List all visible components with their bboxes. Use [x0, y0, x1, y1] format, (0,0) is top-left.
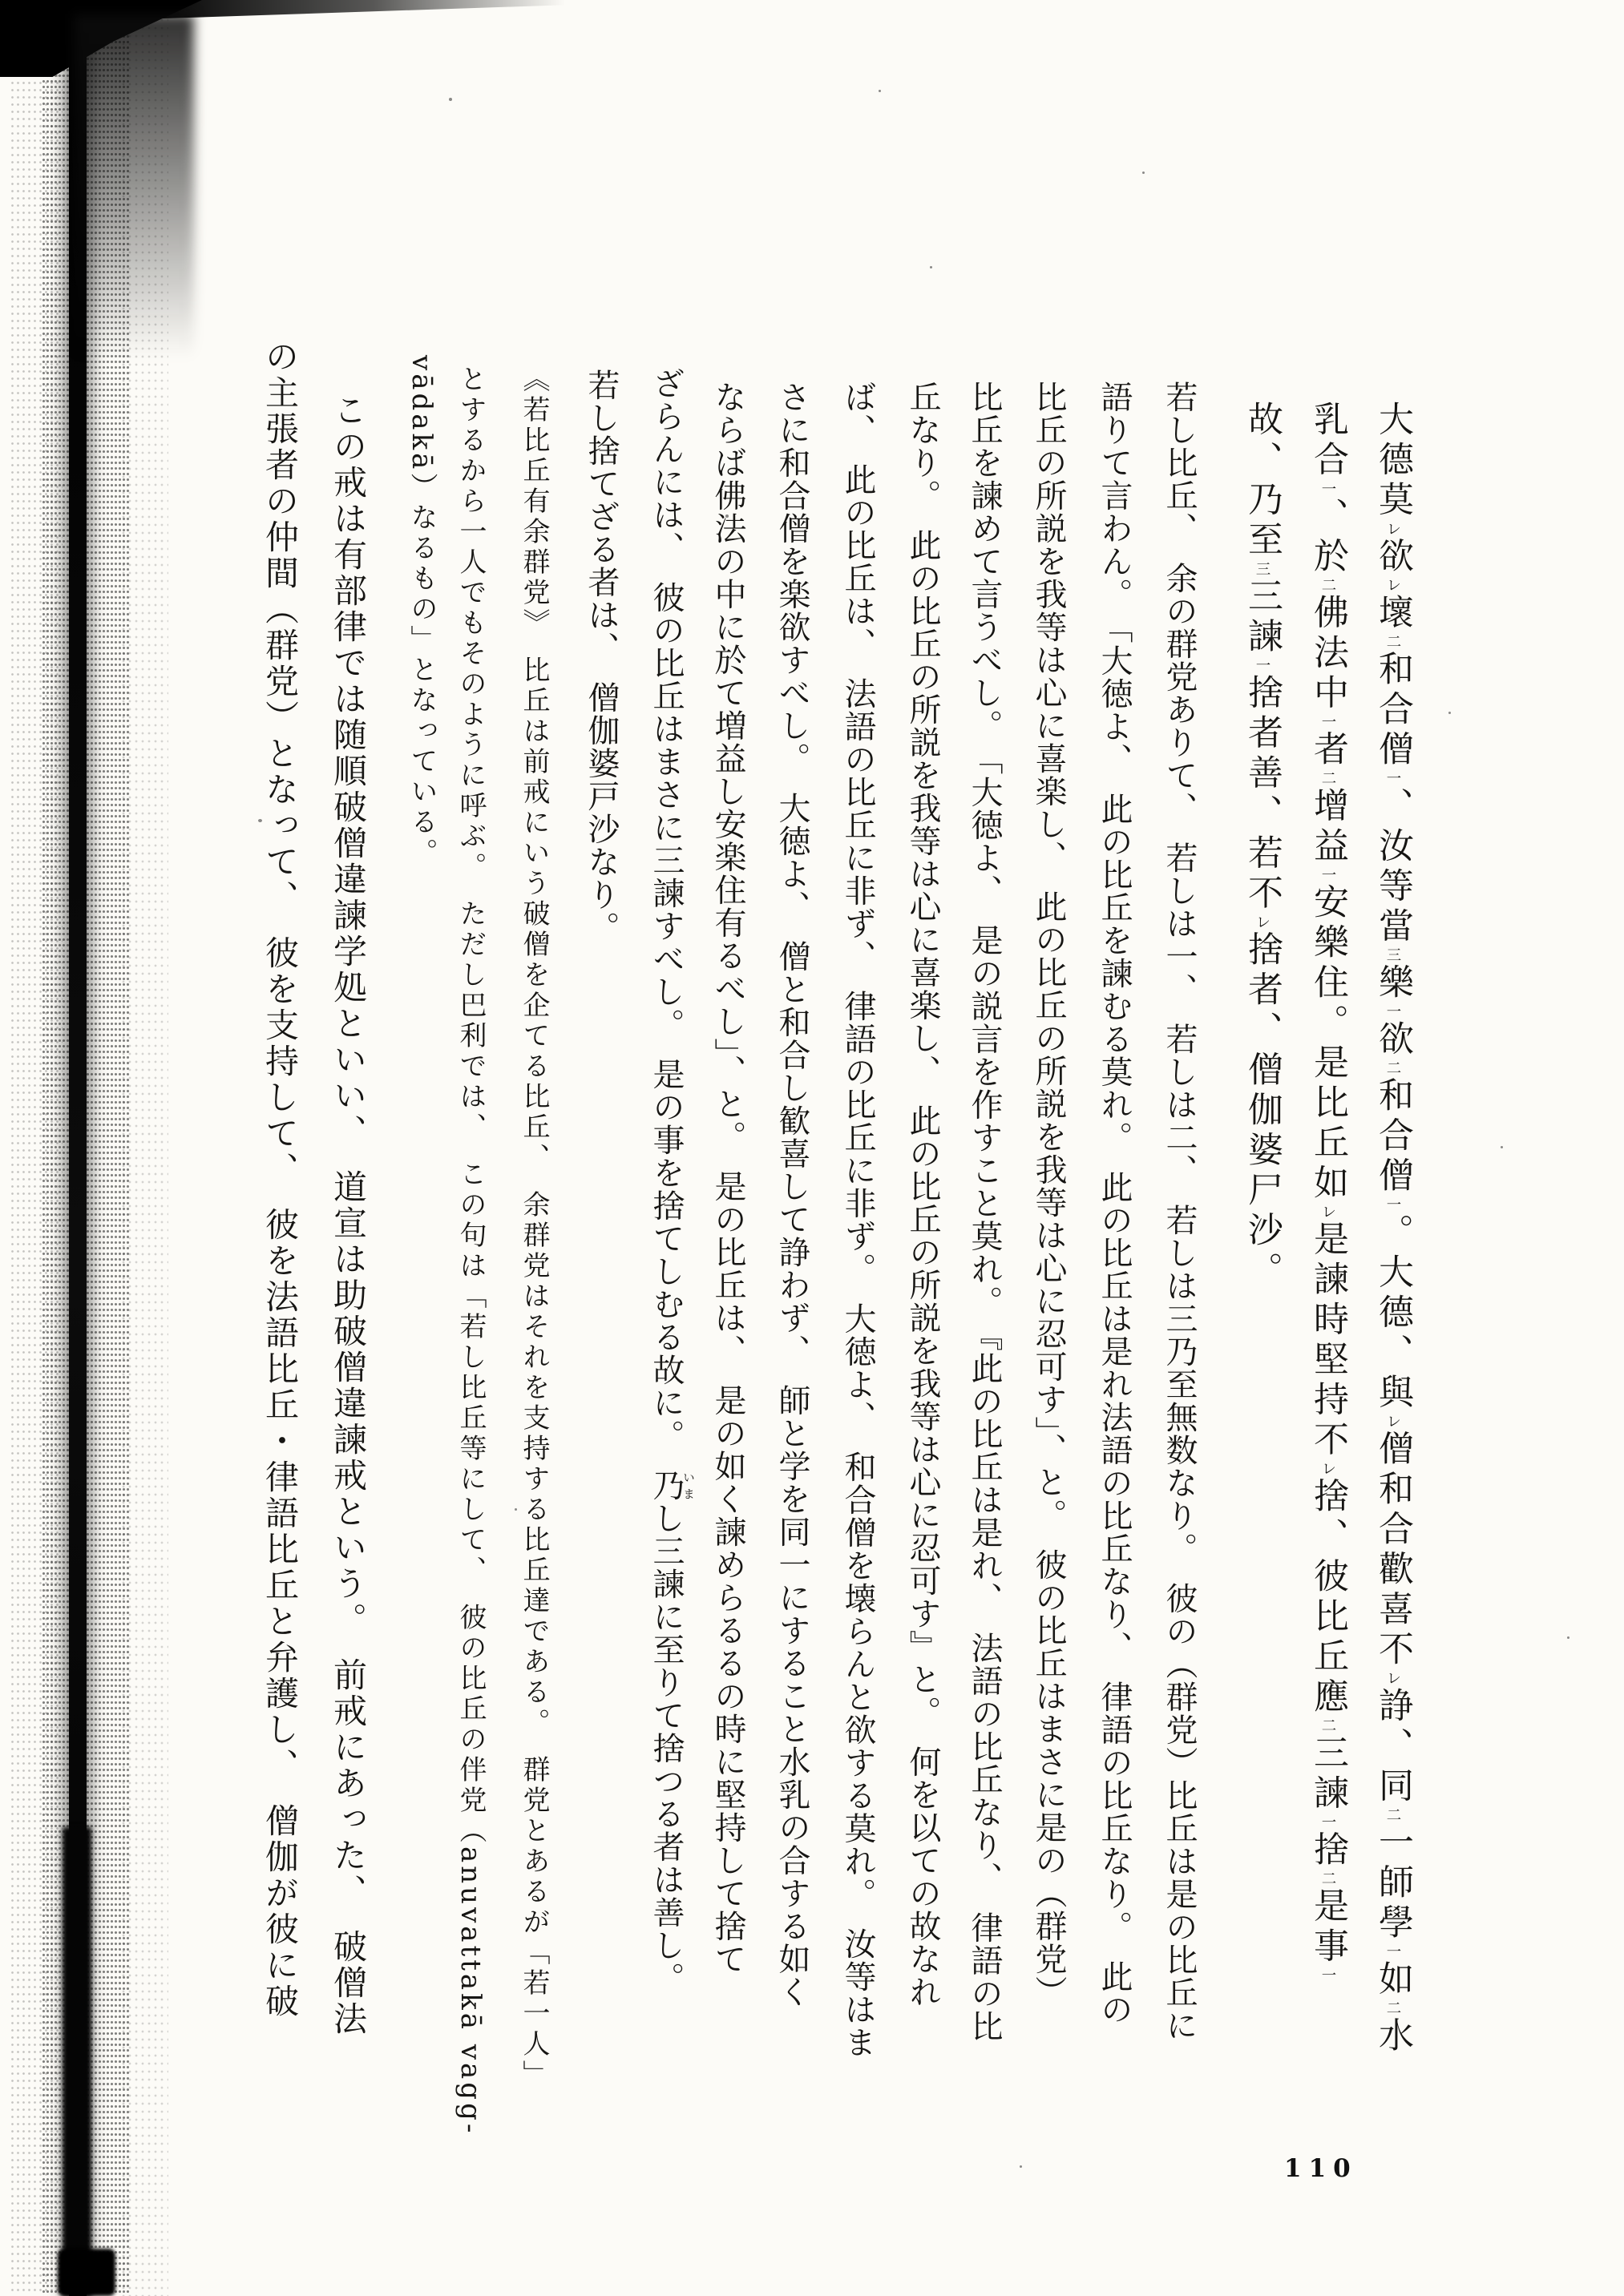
kaeriten-mark: 三 [1254, 561, 1271, 578]
kaeriten-mark: 二 [1384, 1059, 1401, 1077]
book-gutter-shadow [63, 1827, 91, 2296]
kanbun-column-3: 故、乃至三三諫一捨者善、若不レ捨者、僧伽婆尸沙。 [1242, 401, 1283, 1292]
ink-speck [1501, 1146, 1503, 1148]
kaeriten-mark: 一 [1384, 770, 1401, 787]
kaeriten-mark: 一 [1319, 866, 1336, 884]
kaeriten-mark: レ [1384, 1670, 1401, 1687]
ink-speck [449, 98, 452, 101]
commentary-column-1: この戒は有部律では随順破僧違諫学処といい、 道宣は助破僧違諫戒という。 前戒にあった、 破僧法 [329, 393, 368, 2037]
kanbun-column-2: 乳合一、於二佛法中一者二增益一安樂住。是比丘如レ是諫時堅持不レ捨、彼比丘應二三諫一捨二是事一 [1307, 401, 1348, 1984]
kaeriten-mark: レ [1319, 1460, 1336, 1478]
kaeriten-mark: 二 [1384, 1806, 1401, 1824]
kaeriten-mark: レ [1319, 1204, 1336, 1221]
translation-column-2: 語りて言わん。 「大徳よ、 此の比丘を諫むる莫れ。 此の比丘は是れ法語の比丘なり、 律語の比丘なり。 此の [1096, 381, 1133, 2026]
kanbun-column-1: 大德莫レ欲レ壞二和合僧一、汝等當三樂一欲二和合僧一。大德、與レ僧和合歡喜不レ諍、同二一師學一如二水 [1372, 401, 1413, 2057]
ink-speck [1020, 2165, 1022, 2168]
kaeriten-mark: 一 [1384, 1003, 1401, 1020]
kaeriten-mark: 二 [1319, 577, 1336, 594]
book-gutter-shadow [69, 0, 87, 2296]
ink-speck [1448, 712, 1451, 714]
kaeriten-mark: 二 [1319, 1870, 1336, 1887]
gutter-speckle [10, 0, 63, 2296]
translation-column-3: 比丘の所説を我等は心に喜楽し、 此の比丘の所説を我等は心に忍可す」、と。 彼の比丘はまさに是の（群党） [1030, 381, 1067, 2008]
page-number: 110 [1284, 2154, 1358, 2183]
gutter-speckle [120, 0, 168, 2296]
kaeriten-mark: 三 [1384, 946, 1401, 964]
ink-speck [1567, 1636, 1569, 1639]
scan-ink-blotch [140, 0, 565, 19]
gutter-speckle [42, 0, 130, 2296]
kaeriten-mark: レ [1384, 521, 1401, 538]
kaeriten-mark: 二 [1384, 1999, 1401, 2017]
scan-ink-blotch [74, 14, 194, 359]
translation-column-5: 丘なり。 此の比丘の所説を我等は心に喜楽し、 此の比丘の所説を我等は心に忍可す』と。 何を以ての故なれ [904, 381, 941, 2008]
kaeriten-mark: 二 [1319, 770, 1336, 787]
kaeriten-mark: 一 [1319, 713, 1336, 731]
translation-column-4: 比丘を諫めて言うべし。 「大徳よ、 是の説言を作すこと莫れ。 『此の比丘は是れ、 法語の比丘なり、 律語の比 [966, 381, 1003, 2043]
scan-ink-blotch [0, 0, 202, 77]
footnote-column-2: とするから一人でもそのように呼ぶ。 ただし巴利では、 この句は「若し比丘等にして、 彼の比丘の伴党（anuvattakā vagg- [454, 365, 487, 2137]
footnote-column-1: 《若比丘有余群党》 比丘は前戒にいう破僧を企てる比丘、 余群党はそれを支持する比丘達である。 群党とあるが「若一人」 [518, 365, 550, 2090]
kaeriten-mark: 一 [1384, 1943, 1401, 1960]
translation-column-1: 若し比丘、 余の群党ありて、 若しは一、 若しは二、 若しは三乃至無数なり。 彼の（群党）比丘は是の比丘に [1161, 381, 1198, 2042]
kaeriten-mark: 二 [1319, 1717, 1336, 1734]
kaeriten-mark: 一 [1319, 1967, 1336, 1984]
ink-speck [930, 266, 932, 268]
kaeriten-mark: レ [1384, 1413, 1401, 1430]
footnote-column-3: vādakā）なるもの」となっている。 [406, 355, 438, 869]
kaeriten-mark: 一 [1319, 1814, 1336, 1831]
translation-column-9: ざらんには、 彼の比丘はまさに三諫すべし。 是の事を捨てしむる故に。 乃いまし三諫に至りて捨つる者は善し。 [648, 367, 696, 1995]
scan-ink-blotch [58, 2249, 115, 2296]
translation-column-7: さに和合僧を楽欲すべし。 大徳よ、 僧と和合し歓喜して諍わず、 師と学を同一にすること水乳の合する如く [774, 381, 810, 2008]
furigana: 乃いま [648, 1469, 696, 1502]
translation-column-6: ば、 此の比丘は、 法語の比丘に非ず、 律語の比丘に非ず。 大徳よ、 和合僧を壊らんと欲する莫れ。 汝等はま [839, 381, 876, 2059]
kaeriten-mark: 二 [1384, 633, 1401, 651]
kaeriten-mark: レ [1384, 577, 1401, 594]
commentary-column-2: の主張者の仲間（群党）となって、 彼を支持して、 彼を法語比丘・律語比丘と弁護し、 僧伽が彼に破 [261, 339, 300, 2020]
ink-speck [1142, 171, 1145, 174]
translation-column-10: 若し捨てざる者は、 僧伽婆戸沙なり。 [583, 369, 620, 944]
kaeriten-mark: 一 [1319, 481, 1336, 498]
kaeriten-mark: レ [1254, 914, 1271, 931]
kaeriten-mark: 一 [1384, 1196, 1401, 1213]
ink-speck [879, 90, 881, 92]
kaeriten-mark: 一 [1254, 657, 1271, 674]
translation-column-8: ならば佛法の中に於て増益し安楽住有るべし」、と。 是の比丘は、 是の如く諫めらるるの時に堅持して捨て [709, 381, 746, 1975]
